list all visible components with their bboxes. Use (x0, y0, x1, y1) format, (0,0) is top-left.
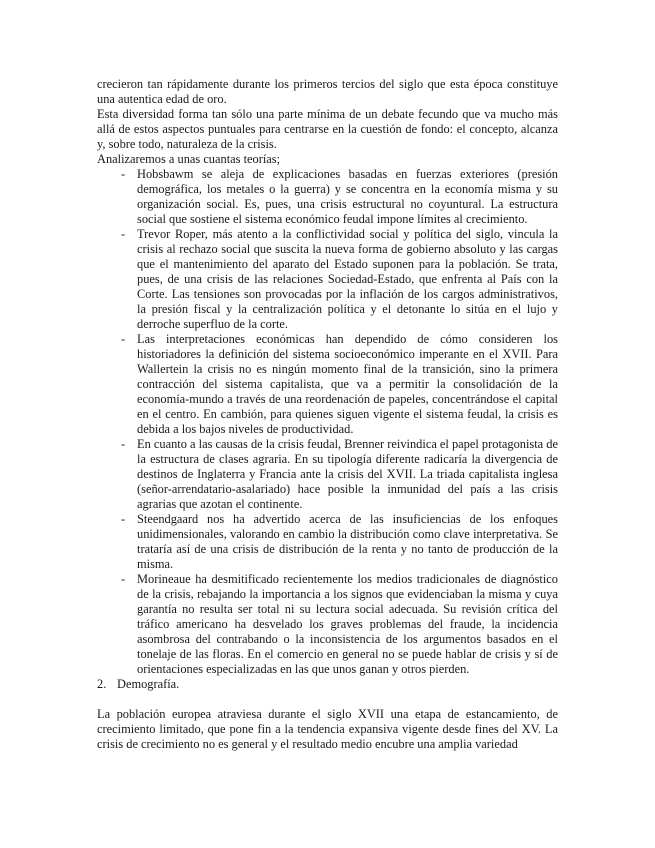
theory-item-hobsbawm (97, 167, 558, 227)
section-heading (97, 677, 558, 692)
intro-paragraph-3: Analizaremos a unas cuantas teorías; (97, 152, 281, 166)
bullet-dash: - (121, 512, 126, 526)
theory-item-morineau (97, 572, 558, 677)
theory-item-trevor-roper (97, 227, 558, 332)
intro-paragraph-2: Esta diversidad forma tan sólo una parte mínima de un debate fecundo que va mucho más allá de estos aspectos puntuales para centrarse en la cuestión de fondo: el concepto, alcanza y, sobre todo, naturaleza de la crisis. (97, 107, 558, 151)
bullet-dash: - (121, 572, 126, 586)
theory-text: Las interpretaciones económicas han dependido de cómo consideren los historiadores la definición del sistema socioeconómico imperante en el XVII. Para Wallertein la crisis no es ningún momento final de la transición, sino la primera contracción del sistema capitalista, que va a permitir la consolidación de la economía-mundo a través de una reordenación de papeles, concentrándose el capital en el centro. En cambión, para quienes siguen vigente el sistema feudal, la crisis es debida a los bajos niveles de productividad. (137, 332, 558, 436)
theory-text: Steendgaard nos ha advertido acerca de las insuficiencias de los enfoques unidimensionales, valorando en cambio la distribución como clave interpretativa. Se trataría así de una crisis de distribución de la renta y no tanto de producción de la misma. (137, 512, 558, 571)
theory-item-steendgaard (97, 512, 558, 572)
theory-text: Morineaue ha desmitificado recientemente los medios tradicionales de diagnóstico de la crisis, rebajando la importancia a los signos que evidenciaban la misma y cuya garantía no resulta ser total ni su lectura social adecuada. Su revisión crítica del tráfico americano ha desvelado los graves problemas del fraude, la incidencia asombrosa del contrabando o la inconsistencia de los argumentos basados en el tonelaje de las floras. En el comercio en general no se puede hablar de crisis y sí de orientaciones especializadas en las que unos ganan y otros pierden. (137, 572, 558, 676)
closing-paragraph: La población europea atraviesa durante el siglo XVII una etapa de estancamiento, de crecimiento limitado, que pone fin a la tendencia expansiva vigente desde fines del XV. La crisis de crecimiento no es general y el resultado medio encubre una amplia variedad (97, 707, 558, 751)
intro-paragraph-1: crecieron tan rápidamente durante los primeros tercios del siglo que esta época constituye una autentica edad de oro. (97, 77, 558, 106)
paragraph-spacer (97, 692, 558, 707)
bullet-dash: - (121, 332, 126, 346)
theory-item-economic (97, 332, 558, 437)
bullet-dash: - (121, 437, 126, 451)
section-number: 2. (97, 677, 107, 691)
theory-text: Trevor Roper, más atento a la conflictividad social y política del siglo, vincula la crisis al rechazo social que suscita la nueva forma de gobierno absoluto y las cargas que el mantenimiento del aparato del Estado suponen para la población. Se trata, pues, de una crisis de las relaciones Sociedad-Estado, que enfrenta al País con la Corte. Las tensiones son provocadas por la inflación de los cargos administrativos, la presión fiscal y la centralización política y el detonante lo sitúa en el lujo y derroche superfluo de la corte. (137, 227, 558, 331)
section-title: Demografía. (117, 677, 180, 691)
theories-list (97, 167, 558, 677)
theory-text: Hobsbawm se aleja de explicaciones basadas en fuerzas exteriores (presión demográfica, los metales o la guerra) y se concentra en la economía misma y su organización social. Es, pues, una crisis estructural no coyuntural. La estructura social que sostiene el sistema económico feudal impone límites al crecimiento. (137, 167, 558, 226)
bullet-dash: - (121, 227, 126, 241)
theory-item-brenner (97, 437, 558, 512)
bullet-dash: - (121, 167, 126, 181)
theory-text: En cuanto a las causas de la crisis feudal, Brenner reivindica el papel protagonista de la estructura de clases agraria. En su tipología diferente radicaría la divergencia de destinos de Inglaterra y Francia ante la crisis del XVII. La triada capitalista inglesa (señor-arrendatario-asalariado) hace posible la inmunidad del país a las crisis agrarias que azotan el continente. (137, 437, 558, 511)
